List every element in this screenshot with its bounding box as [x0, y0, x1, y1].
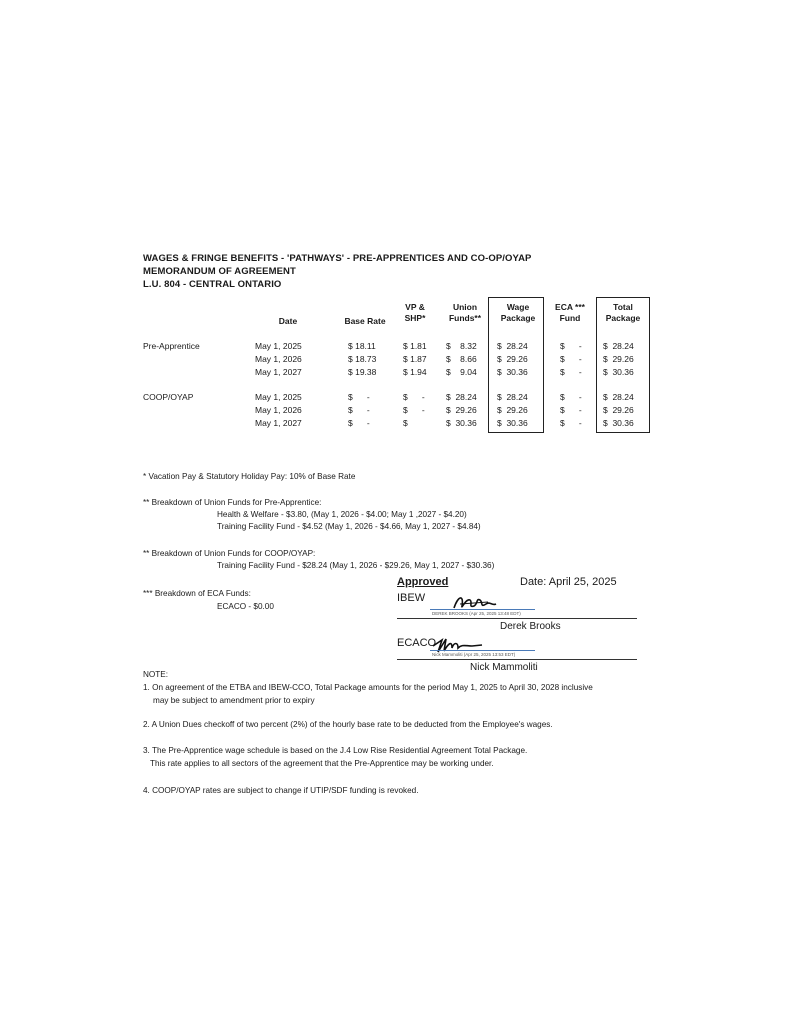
- header-line-1: WAGES & FRINGE BENEFITS - 'PATHWAYS' - PRE-APPRENTICES AND CO-OP/OYAP: [143, 253, 532, 264]
- footnote-union-coop-line1: Training Facility Fund - $28.24 (May 1, 2026 - $29.26, May 1, 2027 - $30.36): [217, 561, 495, 570]
- cell-date: May 1, 2025: [255, 341, 302, 351]
- cell-total: $ 30.36: [603, 367, 634, 377]
- ibew-label: IBEW: [397, 592, 426, 604]
- cell-total: $ 30.36: [603, 418, 634, 428]
- cell-eca: $ -: [560, 392, 582, 402]
- col-vp-line1: VP &: [405, 302, 425, 312]
- footnote-vp: * Vacation Pay & Statutory Holiday Pay: 10% of Base Rate: [143, 472, 356, 481]
- approval-date: Date: April 25, 2025: [520, 576, 617, 588]
- cell-base: $ 18.11: [348, 341, 376, 351]
- col-union-funds: [443, 302, 487, 324]
- ecaco-signer-name: Nick Mammoliti: [470, 662, 538, 673]
- cell-vp: $ 1.81: [403, 341, 427, 351]
- col-vp-shp: [398, 302, 432, 324]
- cell-base: $ 18.73: [348, 354, 377, 364]
- note-1-line-2: may be subject to amendment prior to expiry: [153, 696, 315, 705]
- ecaco-signature-line: [397, 659, 637, 660]
- cell-union: $ 29.26: [446, 405, 477, 415]
- footnote-union-coop-title: ** Breakdown of Union Funds for COOP/OYAP:: [143, 549, 316, 558]
- cell-union: $ 8.32: [446, 341, 477, 351]
- cell-total: $ 29.26: [603, 354, 634, 364]
- ecaco-label: ECACO: [397, 637, 437, 649]
- col-vp-line2: SHP*: [404, 313, 426, 323]
- cell-wage: $ 29.26: [497, 354, 528, 364]
- col-union-line1: Union: [452, 302, 478, 312]
- cell-vp: $ 1.87: [403, 354, 427, 364]
- note-3-line-2: This rate applies to all sectors of the agreement that the Pre-Apprentice may be working under.: [150, 759, 494, 768]
- footnote-eca-line1: ECACO - $0.00: [217, 602, 274, 611]
- ecaco-stamp-rule: [430, 650, 535, 651]
- col-base-rate: Base Rate: [344, 316, 386, 326]
- footnote-eca-title: *** Breakdown of ECA Funds:: [143, 589, 251, 598]
- col-wage-line2: Package: [500, 313, 536, 323]
- cell-base: $ -: [348, 405, 370, 415]
- note-2: 2. A Union Dues checkoff of two percent (2%) of the hourly base rate to be deducted from the Employee's wages.: [143, 720, 553, 729]
- cell-eca: $ -: [560, 405, 582, 415]
- footnote-union-pre-line1: Health & Welfare - $3.80, (May 1, 2026 - $4.00; May 1 ,2027 - $4.20): [217, 510, 467, 519]
- cell-total: $ 29.26: [603, 405, 634, 415]
- cell-total: $ 28.24: [603, 341, 634, 351]
- cell-union: $ 8.66: [446, 354, 477, 364]
- cell-base: $ -: [348, 392, 370, 402]
- notes-title: NOTE:: [143, 670, 169, 679]
- group-label-coop: COOP/OYAP: [143, 392, 194, 402]
- ecaco-stamp: Nick Mammoliti (Apr 25, 2025 13:53 EDT): [432, 652, 516, 657]
- col-total-line2: Package: [605, 313, 641, 323]
- cell-vp: $: [403, 418, 408, 428]
- col-total-line1: Total: [613, 302, 633, 312]
- col-eca-fund: [549, 302, 591, 324]
- header-line-2: MEMORANDUM OF AGREEMENT: [143, 266, 296, 277]
- cell-eca: $ -: [560, 367, 582, 377]
- col-wage-line1: Wage: [506, 302, 530, 312]
- cell-vp: $ -: [403, 392, 425, 402]
- cell-union: $ 30.36: [446, 418, 477, 428]
- ibew-signature-line: [397, 618, 637, 619]
- footnote-union-pre-line2: Training Facility Fund - $4.52 (May 1, 2026 - $4.66, May 1, 2027 - $4.84): [217, 522, 481, 531]
- cell-base: $ 19.38: [348, 367, 377, 377]
- group-label-pre-apprentice: Pre-Apprentice: [143, 341, 200, 351]
- cell-eca: $ -: [560, 341, 582, 351]
- cell-wage: $ 29.26: [497, 405, 528, 415]
- cell-wage: $ 30.36: [497, 367, 528, 377]
- cell-date: May 1, 2026: [255, 405, 302, 415]
- cell-base: $ -: [348, 418, 370, 428]
- col-eca-line2: Fund: [559, 313, 581, 323]
- note-4: 4. COOP/OYAP rates are subject to change if UTIP/SDF funding is revoked.: [143, 786, 419, 795]
- cell-total: $ 28.24: [603, 392, 634, 402]
- footnote-union-pre-title: ** Breakdown of Union Funds for Pre-Apprentice:: [143, 498, 322, 507]
- ibew-stamp: DEREK BROOKS (Apr 25, 2025 13:48 EDT): [432, 611, 521, 616]
- note-3-line-1: 3. The Pre-Apprentice wage schedule is based on the J.4 Low Rise Residential Agreement Total Package.: [143, 746, 528, 755]
- col-date: Date: [278, 316, 298, 326]
- cell-eca: $ -: [560, 418, 582, 428]
- cell-date: May 1, 2025: [255, 392, 302, 402]
- cell-date: May 1, 2027: [255, 367, 302, 377]
- cell-union: $ 9.04: [446, 367, 477, 377]
- cell-vp: $ -: [403, 405, 425, 415]
- cell-union: $ 28.24: [446, 392, 477, 402]
- ibew-signer-name: Derek Brooks: [500, 621, 561, 632]
- cell-eca: $ -: [560, 354, 582, 364]
- cell-date: May 1, 2027: [255, 418, 302, 428]
- ibew-stamp-rule: [430, 609, 535, 610]
- approved-label: Approved: [397, 576, 449, 588]
- cell-date: May 1, 2026: [255, 354, 302, 364]
- cell-wage: $ 30.36: [497, 418, 528, 428]
- cell-wage: $ 28.24: [497, 392, 528, 402]
- cell-vp: $ 1.94: [403, 367, 427, 377]
- header-line-3: L.U. 804 - CENTRAL ONTARIO: [143, 279, 282, 290]
- cell-wage: $ 28.24: [497, 341, 528, 351]
- col-eca-line1: ECA ***: [555, 302, 585, 312]
- note-1-line-1: 1. On agreement of the ETBA and IBEW-CCO, Total Package amounts for the period May 1, 2025 to April 30, 2028 inclusive: [143, 683, 593, 692]
- col-union-line2: Funds**: [448, 313, 482, 323]
